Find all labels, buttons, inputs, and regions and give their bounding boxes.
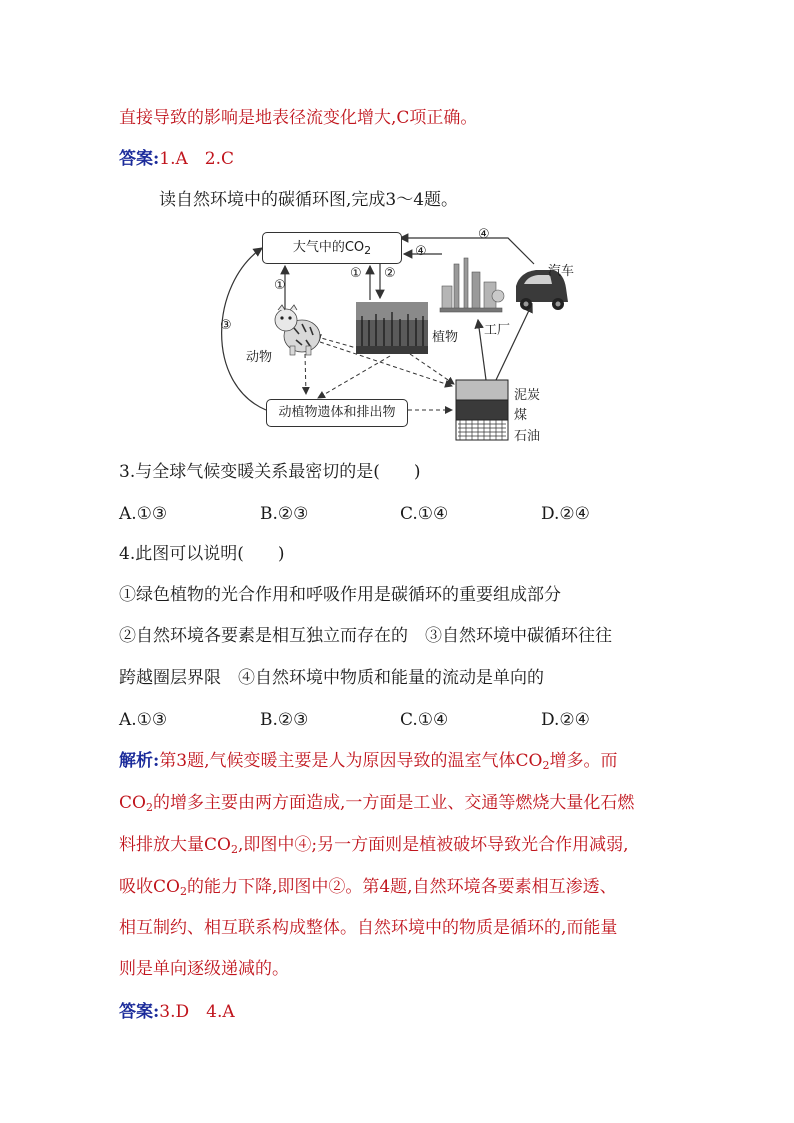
carbon-cycle-diagram [210, 224, 575, 448]
forest-image [356, 302, 428, 354]
analysis-line-6: 则是单向逐级递减的。 [119, 959, 289, 979]
intro-line: 直接导致的影响是地表径流变化增大,C项正确。 [119, 108, 478, 128]
marker-4-car: ④ [478, 227, 490, 242]
answer-label: 答案: [119, 149, 160, 169]
answer-2 [119, 1000, 235, 1024]
q4-option-c: C.①④ [400, 710, 449, 730]
factory-image [440, 258, 504, 312]
marker-1-plant: ① [350, 266, 362, 281]
dashed-animal-remains [305, 354, 306, 394]
analysis-line-1: 解析:第3题,气候变暖主要是人为原因导致的温室气体$CO_2$增多。而 [119, 751, 618, 772]
question-4: 4.此图可以说明( ) [119, 544, 285, 564]
q3-option-b: B.②③ [260, 504, 309, 524]
q4-statement-2: ②自然环境各要素是相互独立而存在的 ③自然环境中碳循环往往 [119, 626, 612, 646]
q3-option-c: C.①④ [400, 504, 449, 524]
peat-label: 泥炭 [514, 388, 541, 403]
analysis-line-2: $CO_2$的增多主要由两方面造成,一方面是工业、交通等燃烧大量化石燃 [119, 793, 635, 814]
analysis-line-4: 吸收$CO_2$的能力下降,即图中②。第4题,自然环境各要素相互渗透、 [119, 877, 617, 898]
q4-option-d: D.②④ [541, 710, 590, 730]
q3-option-a: A.①③ [119, 504, 168, 524]
animals-label: 动物 [246, 350, 273, 365]
remains-box: 动植物遗体和排出物 [266, 399, 408, 427]
answer-label: 答案: [119, 1002, 160, 1022]
atmosphere-box: 大气中的$CO_2$ [262, 232, 402, 264]
answer-text: 1.A 2.C [159, 149, 235, 169]
marker-3: ③ [220, 318, 232, 333]
q4-option-b: B.②③ [260, 710, 309, 730]
question-3: 3.与全球气候变暖关系最密切的是( ) [119, 462, 421, 482]
oil-label: 石油 [514, 429, 541, 444]
fossil-fuel-layers [456, 380, 508, 440]
q4-option-a: A.①③ [119, 710, 168, 730]
car-label: 汽车 [548, 264, 575, 279]
analysis-label: 解析: [119, 751, 160, 771]
analysis-line-3: 料排放大量$CO_2$,即图中④;另一方面则是植被破坏导致光合作用减弱, [119, 835, 629, 856]
coal-label: 煤 [514, 408, 528, 423]
dashed-plant-fossil [410, 354, 454, 384]
answer-text: 3.D 4.A [159, 1002, 235, 1022]
arrow-fossil-car [496, 304, 532, 380]
factory-label: 工厂 [484, 323, 511, 338]
marker-1-animal: ① [274, 278, 286, 293]
q3-option-d: D.②④ [541, 504, 590, 524]
question-stem: 读自然环境中的碳循环图,完成3～4题。 [159, 190, 459, 210]
answer-1 [119, 147, 234, 171]
plants-label: 植物 [432, 330, 459, 345]
q4-statement-3: 跨越圈层界限 ④自然环境中物质和能量的流动是单向的 [119, 668, 544, 688]
analysis-line-5: 相互制约、相互联系构成整体。自然环境中的物质是循环的,而能量 [119, 918, 618, 938]
marker-2: ② [384, 266, 396, 281]
q4-statement-1: ①绿色植物的光合作用和呼吸作用是碳循环的重要组成部分 [119, 585, 561, 605]
tiger-image [275, 305, 320, 355]
marker-4-factory: ④ [415, 244, 427, 259]
dashed-plant-remains [318, 356, 390, 398]
